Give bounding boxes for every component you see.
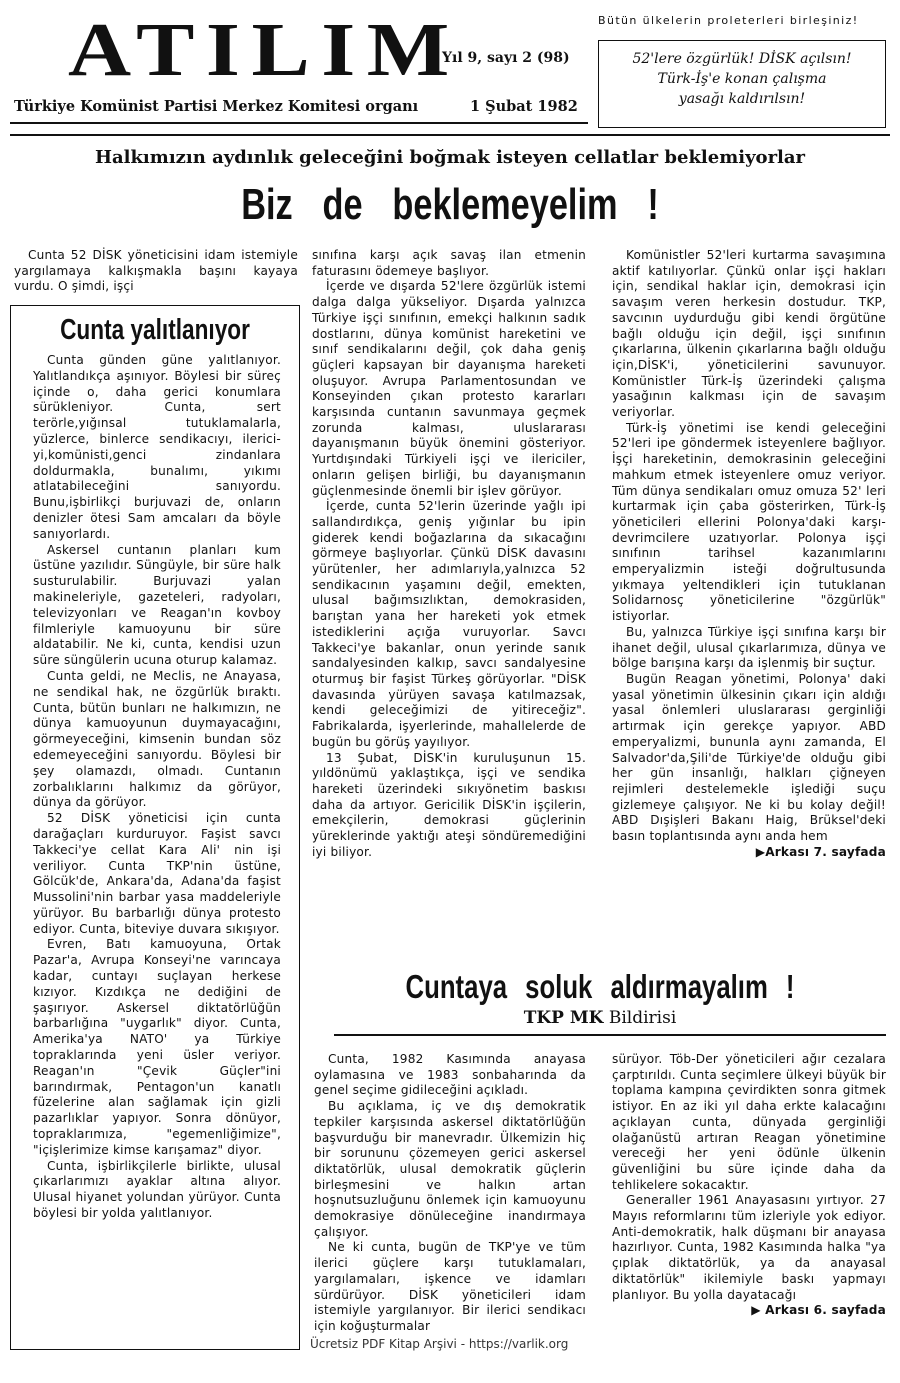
box-paragraph: Cunta günden güne yalıtlanıyor. Yalıtlandıkça aşınıyor. Böylesi bir süreç içinde o, daha gerici konumlara sürükleniyor. Cunta, sert terörle,yığınsal tutuklamalarla, yüzlerce, binlerce sendikacıyı, ilerici-yi,komünisti,genci zindanlara doldurmakla, bunalımı, yıkımı atlatabileceğini sanıyordu. Bunu,işbirlikçi burjuvazi de, onların denizler ötesi Sam amcaları da böyle sanıyorlardı. [33, 353, 281, 541]
main-paragraph: Türk-İş yönetimi ise kendi geleceğini 52'leri ipe göndermek isteyenlere bağlıyor. İşçi hareketinin, demokrasinin geleceğini mahkum etmek isteyenlere omuz veriyor. Tüm dünya sendikaları omuz omuza 52' leri kurtarmak için çaba gösterirken, Türk-İş yöneticileri ellerini Polonya'daki karşı-devrimcilere uzatıyorlar. Polonya işçi sınıfının tarihsel kazanımlarını emperyalizmin isteği doğrultusunda yıkmaya yeltendikleri için tutuklanan Solidarnosç yöneticilerine "özgürlük" istiyorlar. [612, 420, 886, 624]
second-subtitle-text: Bildirisi [608, 1008, 677, 1028]
continued-note: ▶Arkası 7. sayfada [755, 844, 886, 859]
main-headline: Biz de beklemeyelim ! [241, 180, 659, 229]
main-paragraph: Bugün Reagan yönetimi, Polonya' daki yasal yönetimin ülkesinin çıkarı için aldığı yasal önlemleri uluslararası gerginliği artırmak için gerekçe yapıyor. ABD emperyalizmi, bununla aynı zamanda, El Salvador'da,Şili'de Türkiye'de olduğu gibi her gün insanlığı, halkları çiğneyen rejimleri destelemekle işlediği suçu gizlemeye çalışıyor. Ne ki bu kolay değil! ABD Dışişleri Bakanı Haig, Brüksel'deki basın toplantısında aynı anda hem [612, 671, 886, 844]
slogan-box [598, 40, 886, 128]
masthead-rule [10, 122, 588, 124]
issue-number: Yıl 9, sayı 2 (98) [442, 50, 570, 66]
second-paragraph: sürüyor. Töb-Der yöneticileri ağır cezalara çarptırıldı. Cunta seçimlere ülkeyi büyük bir toplama kampına çevirdikten sonra gitmek istiyor. En az iki yıl daha erkte kalacağını açıklayan cunta, dünyada gerginliği olağanüstü artıran Reagan yönetimine vereceği her yeni ödünle ülkenin güvenliğini bu süre içinde daha da tehlikelere sokacaktır. [612, 1052, 886, 1192]
main-paragraph: Bu, yalnızca Türkiye işçi sınıfına karşı bir ihanet değil, ulusal çıkarlarımıza, dünya ve bölge barışına karşı da işlenmiş bir suçtur. [612, 624, 886, 671]
intro-paragraph: Cunta 52 DİSK yöneticisini idam istemiyle yargılamaya kalkışmakla başını kayaya vurdu. O şimdi, işçi [14, 248, 298, 294]
box-paragraph: Evren, Batı kamuoyuna, Ortak Pazar'a, Avrupa Konseyi'ne varıncaya kadar, cuntayı suçlayan herkese kızıyor. Kızdıkça ne dediğini de şaşırıyor. Askersel diktatörlüğün barbarlığına "uygarlık" diyor. Cunta, Amerika'ya NATO' ya Türkiye topraklarında yeni üsler veriyor. Reagan'ın "Çevik Güçler"ini barındırmak, Pentagon'un kanatlı füzelerine alan sağlamak için gizli pazarlıklar yapıyor. Sonra dönüyor, topraklarımıza, "egemenliğimize", "içişlerimize kimse karışamaz" diyor. [33, 937, 281, 1157]
second-paragraph: Generaller 1961 Anayasasını yırtıyor. 27 Mayıs reformlarını tüm izleriyle yok ediyor. Anti-demokratik, halk düşmanı bir anayasa hazırlıyor. Cunta, 1982 Kasımında halka "ya çıplak diktatörlük, ya da anayasal diktatörlük" ikilemiyle baskı yapmayı planlıyor. Bu yolla dayatacağı [612, 1193, 886, 1302]
main-paragraph: İçerde, cunta 52'lerin üzerinde yağlı ipi sallandırdıkça, geniş yığınlar bu ipin giderek kendi boğazlarına da sıkacağını görmeye başlıyorlar. Çünkü DİSK davasını yürütenler, her adımlarıyla,yalnızca 52 sendikacının yaşamını değil, emekten, ulusal bağımsızlıktan, demokrasiden, barıştan yana her hareketi yok etmek istediklerini açığa vuruyorlar. Savcı Takkeci'ye bakanlar, onun yerinde sanık sandalyesinden kalkıp, savcı sandalyesine oturmuş bir faşist Türkeş görüyorlar. "DİSK davasında yürüyen savaşa katılmazsak, kendi geleceğimizi de yitireceğiz". Fabrikalarda, işyerlerinde, mahallelerde de bugün bu görüş yayılıyor. [312, 499, 586, 749]
box-paragraph: Askersel cuntanın planları kum üstüne yazılıdır. Süngüyle, bir süre halk susturulabilir. Burjuvazi yalan makineleriyle, gazeteleri, radyoları, televizyonları ve Reagan'ın kovboy filmleriyle kamuoyunu bir süre aldatabilir. Ne ki, cunta, kendisi uzun süre süngülerin ucuna oturup kalamaz. [33, 542, 281, 668]
continued-note: ▶ Arkası 6. sayfada [751, 1303, 886, 1318]
box-body [11, 353, 299, 1222]
slogan-line: Türk-İş'e konan çalışma [657, 71, 827, 87]
slogan-line: yasağı kaldırılsın! [678, 91, 806, 107]
second-paragraph: Ne ki cunta, bugün de TKP'ye ve tüm ilerici güçlere karşı tutuklamaları, yargılamaları, işkence ve idamları sürdürüyor. DİSK yöneticileri idam istemiyle yargılanıyor. Bir ilerici sendikacı için koğuşturmalar [314, 1240, 586, 1333]
second-rule [334, 1034, 886, 1036]
main-intro [14, 248, 298, 295]
box-paragraph: Cunta geldi, ne Meclis, ne Anayasa, ne sendikal hak, ne özgürlük bıraktı. Cunta, bütün bunları ne halkımızın, ne dünya kamuoyunun duymayacağını, görmeyeceğini, kimsenin bundan söz edemeyeceğini sanıyordu. Böylesi bir şey olamazdı, olmadı. Cuntanın zorbalıklarını halkımız da görüyor, dünya da görüyor. [33, 668, 281, 810]
second-column-2 [612, 1052, 886, 1319]
second-headline: Cuntaya soluk aldırmayalım ! [405, 968, 795, 1005]
main-kicker: Halkımızın aydınlık geleceğini boğmak isteyen cellatlar beklemiyorlar [94, 147, 806, 168]
box-headline: Cunta yalıtlanıyor [60, 314, 250, 346]
newspaper-logo: ATILIM [68, 8, 461, 92]
masthead-rule-full [10, 134, 890, 136]
party-organ-line: Türkiye Komünist Partisi Merkez Komitesi organı [14, 98, 419, 115]
issue-date: 1 Şubat 1982 [470, 98, 578, 115]
second-subtitle [330, 1008, 870, 1028]
main-column-3 [612, 248, 886, 860]
main-column-2 [312, 248, 586, 860]
second-paragraph: Cunta, 1982 Kasımında anayasa oylamasına ve 1983 sonbaharında da genel seçime gidileceğini açıkladı. [314, 1052, 586, 1098]
second-column-1 [314, 1052, 586, 1335]
main-paragraph: sınıfına karşı açık savaş ilan etmenin faturasını ödemeye başlıyor. [312, 248, 586, 278]
box-article [10, 305, 300, 1350]
second-org: TKP MK [523, 1008, 604, 1028]
main-paragraph: İçerde ve dışarda 52'lere özgürlük istemi dalga dalga yükseliyor. Dışarda yalnızca Türkiye işçi sınıfının, emekçi halkının sadık dostlarını, dünya komünist hareketini ve sınıf sendikalarını değil, çok daha geniş güçleri kapsayan bir dayanışma hareketi oluşuyor. Avrupa Parlamentosundan ve Konseyinden çıkan protesto kararları karşısında cuntanın savunmaya geçmek zorunda kalması, uluslararası dayanışmanın büyük önemini gösteriyor. Yurtdışındaki Türkiyeli işçi ve ilericiler, onların gelişen birliği, bu dayanışmanın güçlenmesinde önemli bir işlev görüyor. [312, 279, 586, 498]
footer-watermark[interactable]: Ücretsiz PDF Kitap Arşivi - https://varlik.org [310, 1337, 569, 1351]
box-paragraph: Cunta, işbirlikçilerle birlikte, ulusal çıkarlarımızı ayaklar altına alıyor. Ulusal hiyanet yolundan yürüyor. Cunta böylesi bir yolda yalıtlanıyor. [33, 1158, 281, 1221]
slogan-line: 52'lere özgürlük! DİSK açılsın! [632, 51, 852, 67]
second-paragraph: Bu açıklama, iç ve dış demokratik tepkiler karşısında askersel diktatörlüğün başvurduğu bir manevradır. Ülkemizin hiç bir sorununu çözemeyen gerici askersel diktatörlük, ulusal demokratik güçlerin birleşmesini ve halkın artan hoşnutsuzluğunu önlemek için kamuoyunu demokrasiye dönüleceğine inandırmaya çalışıyor. [314, 1099, 586, 1239]
main-paragraph: 13 Şubat, DİSK'in kuruluşunun 15. yıldönümü yaklaştıkça, işçi ve sendika hareketi üzerindeki sıkıyönetim baskısı daha da artıyor. Gericilik DİSK'in işçilerin, emekçilerin, demokrasi güçlerinin yüreklerinde yaktığı ateşi söndüremediğini iyi biliyor. [312, 750, 586, 859]
box-paragraph: 52 DİSK yöneticisi için cunta darağaçları kurduruyor. Faşist savcı Takkeci'ye cellat Kara Ali' nin işi veriliyor. Cunta TKP'nin üstüne, Gölcük'de, Ankara'da, Adana'da faşist Mussolini'nin barbar yasa maddeleriyle yürüyor. Bu barbarlığı dünya protesto ediyor. Cunta, biteviye duvara sıkışıyor. [33, 811, 281, 936]
proletarian-slogan: Bütün ülkelerin proleterleri birleşiniz! [598, 14, 859, 27]
main-paragraph: Komünistler 52'leri kurtarma savaşımına aktif katılıyorlar. Çünkü onlar işçi hakları için, sendikal haklar için, demokrasi için savaşım veren herkesin dostudur. TKP, savcının uydurduğu gibi kendi örgütüne bağlı olduğu için değil, işçi sınıfının çıkarlarına, ülkenin çıkarlarına bağlı olduğu için,DİSK'i, yöneticilerini savunuyor. Komünistler Türk-İş üzerindeki çalışma yasağının kalkması için de savaşım veriyorlar. [612, 248, 886, 420]
